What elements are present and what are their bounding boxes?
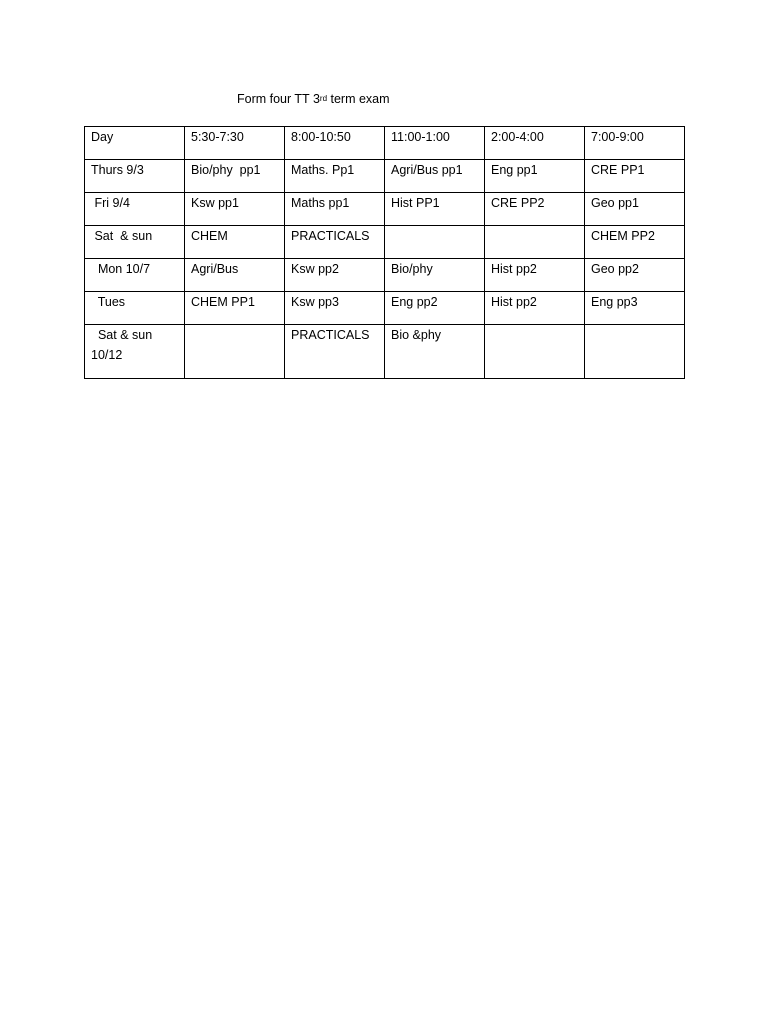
title-ordinal-suffix: rd [319,94,328,103]
header-cell-day: Day [85,127,185,160]
header-cell-slot-1: 5:30-7:30 [185,127,285,160]
table-cell: Hist pp2 [485,259,585,292]
exam-timetable [84,126,685,379]
header-cell-slot-5: 7:00-9:00 [585,127,685,160]
table-cell: Hist PP1 [385,193,485,226]
day-cell: Fri 9/4 [85,193,185,226]
table-cell: PRACTICALS [285,325,385,379]
document-title [237,92,390,106]
table-cell: CHEM [185,226,285,259]
table-cell: Geo pp2 [585,259,685,292]
day-cell: Tues [85,292,185,325]
table-row [85,325,685,379]
table-cell: PRACTICALS [285,226,385,259]
table-cell: Agri/Bus pp1 [385,160,485,193]
header-cell-slot-4: 2:00-4:00 [485,127,585,160]
table-cell: Bio/phy pp1 [185,160,285,193]
day-cell: Mon 10/7 [85,259,185,292]
table-cell: CHEM PP2 [585,226,685,259]
table-cell: Ksw pp1 [185,193,285,226]
table-cell: Ksw pp2 [285,259,385,292]
table-cell [485,325,585,379]
table-cell [585,325,685,379]
table-cell: Eng pp1 [485,160,585,193]
table-cell: Eng pp2 [385,292,485,325]
table-row [85,226,685,259]
table-cell: Maths. Pp1 [285,160,385,193]
table-cell: Maths pp1 [285,193,385,226]
table-cell: Eng pp3 [585,292,685,325]
day-cell: Thurs 9/3 [85,160,185,193]
table-cell: Bio &phy [385,325,485,379]
header-row [85,127,685,160]
table-cell: Ksw pp3 [285,292,385,325]
table-cell: CHEM PP1 [185,292,285,325]
table-row [85,292,685,325]
title-text-end: term exam [327,92,390,106]
header-cell-slot-2: 8:00-10:50 [285,127,385,160]
table-cell: Geo pp1 [585,193,685,226]
table-cell [485,226,585,259]
table-cell [385,226,485,259]
day-cell: Sat & sun 10/12 [85,325,185,379]
table-cell: Agri/Bus [185,259,285,292]
table-cell: Bio/phy [385,259,485,292]
header-cell-slot-3: 11:00-1:00 [385,127,485,160]
table-row [85,160,685,193]
table-cell: CRE PP2 [485,193,585,226]
title-text: Form four TT 3 [237,92,320,106]
table-row [85,193,685,226]
table-cell: CRE PP1 [585,160,685,193]
table-row [85,259,685,292]
table-cell: Hist pp2 [485,292,585,325]
table-cell [185,325,285,379]
day-cell: Sat & sun [85,226,185,259]
